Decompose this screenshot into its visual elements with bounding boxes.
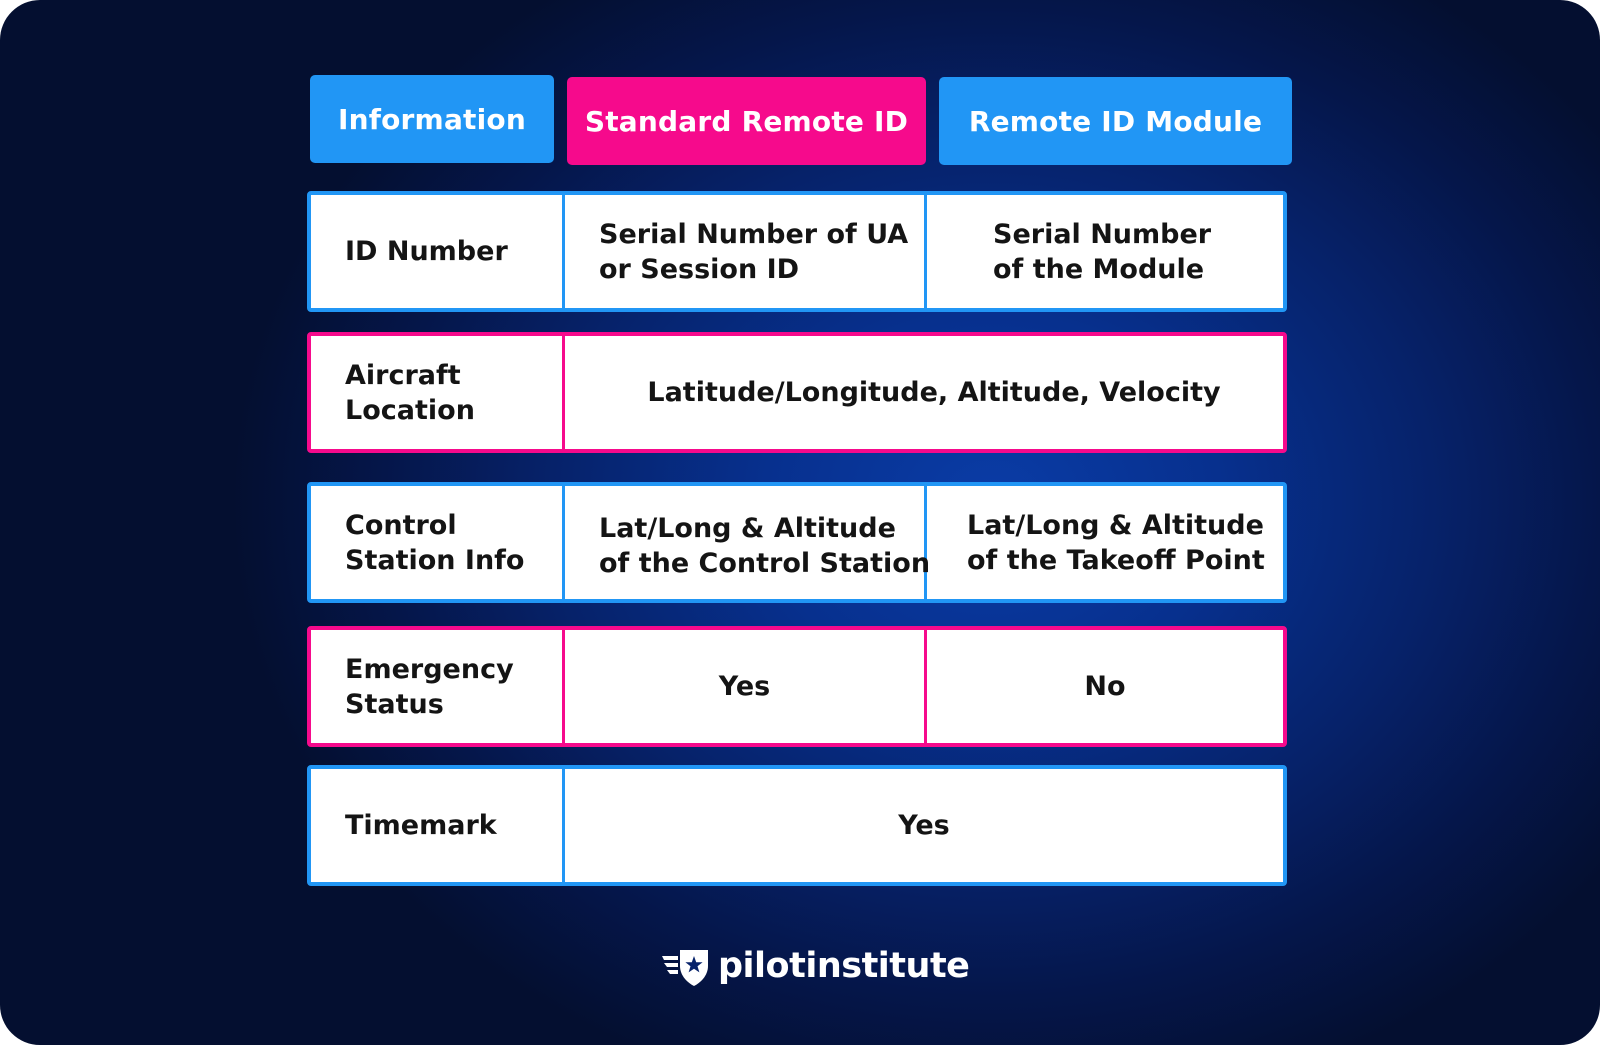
winged-shield-star-icon [660, 944, 710, 988]
standard-value-line: or Session ID [599, 253, 800, 285]
row-label: ID Number [345, 236, 508, 267]
row-control-station-info [307, 482, 1287, 603]
merged-value: Latitude/Longitude, Altitude, Velocity [647, 377, 1221, 408]
standard-cell [565, 195, 927, 308]
row-label-cell [311, 486, 565, 599]
logo-wordmark: pilotinstitute [718, 946, 970, 986]
row-label-line: Station Info [345, 544, 525, 576]
row-label-cell [311, 630, 565, 743]
module-value: No [1084, 671, 1126, 702]
header-remote-id-module: Remote ID Module [939, 77, 1292, 165]
standard-cell [565, 630, 927, 743]
module-cell [927, 195, 1283, 308]
row-aircraft-location [307, 332, 1287, 453]
pilotinstitute-logo [660, 938, 969, 994]
standard-value: Yes [718, 671, 771, 702]
module-value-line: Serial Number [993, 218, 1212, 250]
merged-value-cell [565, 769, 1283, 882]
module-value-line: Lat/Long & Altitude [967, 509, 1264, 541]
module-value-line: of the Takeoff Point [967, 544, 1265, 576]
row-label-line: Status [345, 688, 444, 720]
row-label-cell [311, 195, 565, 308]
row-label-line: Aircraft [345, 359, 461, 391]
module-cell [927, 486, 1283, 599]
standard-value-line: Serial Number of UA [599, 218, 909, 250]
row-label-cell [311, 336, 565, 449]
row-label-line: Location [345, 394, 475, 426]
row-emergency-status [307, 626, 1287, 747]
row-label: Timemark [345, 810, 497, 841]
row-label-cell [311, 769, 565, 882]
standard-value-line: of the Control Station [599, 547, 931, 579]
header-standard-remote-id: Standard Remote ID [567, 77, 926, 165]
standard-value-line: Lat/Long & Altitude [599, 512, 896, 544]
row-timemark [307, 765, 1287, 886]
row-label-line: Control [345, 509, 457, 541]
module-cell [927, 630, 1283, 743]
merged-value: Yes [898, 810, 950, 841]
merged-value-cell [565, 336, 1283, 449]
module-value-line: of the Module [993, 253, 1205, 285]
header-information: Information [310, 75, 554, 163]
row-label-line: Emergency [345, 653, 514, 685]
standard-cell [565, 486, 931, 599]
row-id-number [307, 191, 1287, 312]
